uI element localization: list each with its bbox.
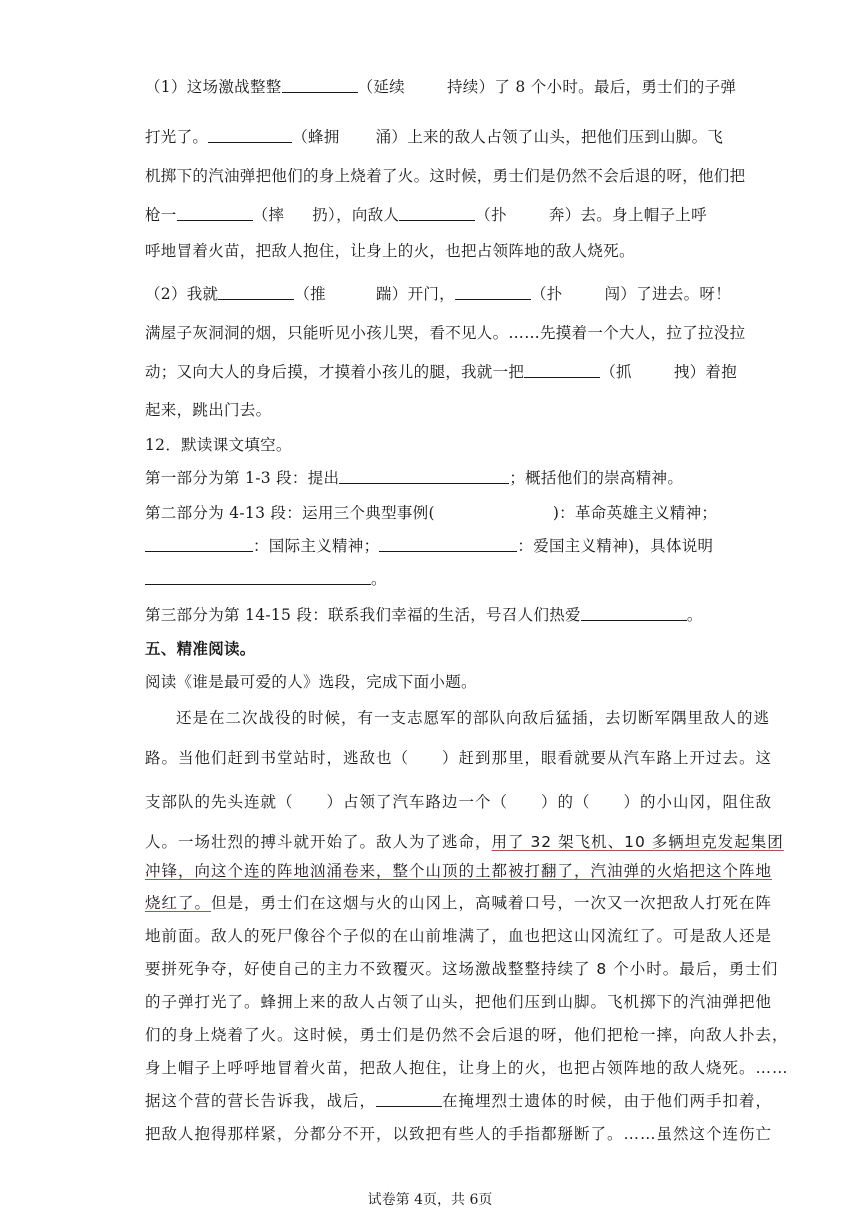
- text: 。: [686, 606, 703, 624]
- text: 打光了。: [145, 128, 209, 146]
- answer-blank[interactable]: [339, 468, 509, 484]
- answer-blank[interactable]: [581, 605, 687, 621]
- text: （扑: [531, 285, 563, 303]
- passage-line-11: 身上帽子上呼呼地冒着火苗，把敌人抱住，让身上的火，也把占领阵地的敌人烧死。……: [145, 1059, 789, 1077]
- s1-line-2: [145, 127, 723, 147]
- passage-line-6: [145, 893, 772, 913]
- answer-blank[interactable]: [376, 1091, 442, 1107]
- s2-line-1: [145, 284, 731, 304]
- text: 。: [371, 570, 387, 588]
- q12-part2c: [145, 569, 387, 589]
- text: 第三部分为第 14-15 段：联系我们幸福的生活，号召人们热爱: [145, 606, 581, 624]
- text: 枪一: [145, 206, 177, 224]
- s1-line-3: 机掷下的汽油弹把他们的身上烧着了火。这时候，勇士们是仍然不会后退的呀，他们把: [145, 167, 746, 185]
- passage-line-1: 还是在二次战役的时候，有一支志愿军的部队向敌后猛插，去切断军隅里敌人的逃: [176, 709, 771, 727]
- passage-line-7: 地前面。敌人的死尸像谷个子似的在山前堆满了，血也把这山冈流红了。可是敌人还是: [145, 927, 773, 945]
- text: （2）我就: [145, 285, 219, 303]
- s2-line-3: [145, 362, 737, 382]
- passage-line-10: 们的身上烧着了火。这时候，勇士们是仍然不会后退的呀，他们把枪一摔，向敌人扑去，: [145, 1026, 789, 1044]
- answer-blank[interactable]: [208, 127, 292, 143]
- text: （扑: [475, 206, 507, 224]
- q12-title: 12．默读课文填空。: [145, 436, 292, 454]
- s2-line-2: 满屋子灰洞洞的烟，只能听见小孩儿哭，看不见人。……先摸着一个大人，拉了拉没拉: [145, 324, 746, 342]
- answer-blank[interactable]: [455, 284, 531, 300]
- passage-line-9: 的子弹打光了。蜂拥上来的敌人占领了山头，把他们压到山脚。飞机掷下的汽油弹把他: [145, 993, 773, 1011]
- answer-blank[interactable]: [399, 205, 475, 221]
- section-5-title: 五、精准阅读。: [145, 639, 256, 658]
- text: ；概括他们的崇高精神。: [509, 469, 684, 487]
- text: 涌）上来的敌人占领了山头，把他们压到山脚。飞: [375, 128, 724, 146]
- text: 持续）了 8 个小时。最后，勇士们的子弹: [446, 78, 737, 96]
- answer-blank[interactable]: [282, 77, 358, 93]
- underlined-text: 用了 32 架飞机、10 多辆坦克发起集团: [491, 833, 784, 851]
- text: （延续: [357, 78, 405, 96]
- text: ：国际主义精神；: [253, 537, 380, 555]
- text: 扔），向敌人: [312, 206, 400, 224]
- text: 奔）去。身上帽子上呼: [548, 206, 707, 224]
- text: （抓: [600, 363, 632, 381]
- text: 在掩埋烈士遗体的时候，由于他们两手扣着，: [442, 1092, 773, 1110]
- text: 据这个营的营长告诉我，战后，: [145, 1092, 377, 1110]
- text: 第一部分为第 1-3 段：提出: [145, 469, 340, 487]
- answer-blank[interactable]: [177, 205, 253, 221]
- q12-part2: [145, 503, 717, 523]
- passage-line-12: [145, 1091, 772, 1111]
- text: 动；又向大人的身后摸，才摸着小孩儿的腿，我就一把: [145, 363, 525, 381]
- answer-blank[interactable]: [145, 536, 253, 552]
- passage-line-5: 冲锋，向这个连的阵地汹涌卷来，整个山顶的土都被打翻了，汽油弹的火焰把这个阵地: [145, 862, 773, 880]
- passage-line-13: 把敌人抱得那样紧，分都分不开，以致把有些人的手指都掰断了。……虽然这个连伤亡: [145, 1125, 773, 1143]
- answer-blank[interactable]: [379, 536, 517, 552]
- passage-line-3: 支部队的先头连就（ ）占领了汽车路边一个（ ）的（ ）的小山冈，阻住敌: [145, 793, 773, 811]
- text: 拽）着抱: [673, 363, 738, 381]
- answer-blank[interactable]: [145, 569, 371, 585]
- s1-line-4: [145, 205, 707, 225]
- passage-line-8: 要拼死争夺，好使自己的主力不致覆灭。这场激战整整持续了 8 个小时。最后，勇士们: [145, 960, 779, 978]
- s1-line-1: [145, 77, 736, 97]
- s1-line-5: 呼地冒着火苗，把敌人抱住，让身上的火，也把占领阵地的敌人烧死。: [145, 242, 635, 260]
- text: 第二部分为 4-13 段：运用三个典型事例(: [145, 504, 435, 522]
- text: （推: [294, 285, 326, 303]
- page-footer: 试卷第 4页，共 6页: [367, 1192, 493, 1208]
- text: （摔: [252, 206, 285, 224]
- answer-blank[interactable]: [524, 362, 600, 378]
- q12-part1: [145, 468, 683, 488]
- text: （1）这场激战整整: [145, 78, 282, 96]
- text: )：革命英雄主义精神；: [552, 504, 718, 522]
- q12-part2b: [145, 536, 713, 556]
- text: 人。一场壮烈的搏斗就开始了。敌人为了逃命，: [145, 833, 492, 851]
- s2-line-4: 起来，跳出门去。: [145, 401, 272, 419]
- q12-part3: [145, 605, 703, 625]
- underlined-text: 烧红了。: [145, 894, 212, 912]
- text: 闯）了进去。呀！: [604, 285, 732, 303]
- reading-intro: 阅读《谁是最可爱的人》选段，完成下面小题。: [145, 673, 477, 691]
- answer-blank[interactable]: [218, 284, 294, 300]
- text: 踹）开门，: [375, 285, 455, 303]
- text: 但是，勇士们在这烟与火的山冈上，高喊着口号，一次又一次把敌人打死在阵: [211, 894, 773, 912]
- passage-line-2: 路。当他们赶到书堂站时，逃敌也（ ）赶到那里，眼看就要从汽车路上开过去。这: [145, 749, 773, 767]
- text: （蜂拥: [292, 128, 340, 146]
- text: ：爱国主义精神)，具体说明: [517, 537, 714, 555]
- passage-line-4: [145, 832, 784, 852]
